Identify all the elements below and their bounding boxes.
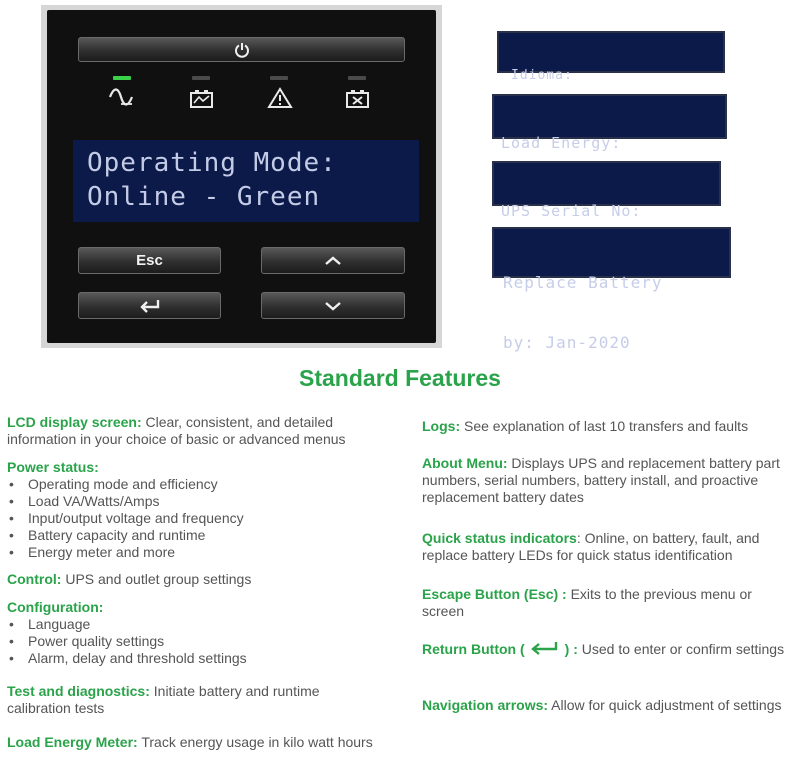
lcd-load-energy-line1: Load Energy:: [501, 134, 622, 152]
return-button[interactable]: [78, 292, 221, 319]
configuration-list: [7, 616, 392, 667]
chevron-up-icon: [324, 256, 342, 266]
online-led: [113, 76, 131, 80]
feature-power-status: [7, 459, 392, 561]
power-icon: [234, 42, 250, 58]
feature-text: Displays UPS and replacement battery part numbers, serial numbers, battery install, and proactive replacement battery dates: [422, 455, 780, 505]
warning-triangle-icon: [267, 87, 293, 109]
list-item: • Language: [7, 616, 392, 633]
feature-control: [7, 571, 392, 588]
feature-text: Used to enter or confirm settings: [577, 641, 785, 657]
feature-title: Escape Button (Esc) :: [422, 586, 567, 602]
feature-title: Power status:: [7, 459, 99, 475]
chevron-down-icon: [324, 301, 342, 311]
up-arrow-button[interactable]: [261, 247, 405, 274]
feature-title: Control:: [7, 571, 62, 587]
feature-about-menu: [422, 455, 792, 506]
return-arrow-icon: [139, 299, 161, 313]
replace-battery-led: [348, 76, 366, 80]
list-item: • Energy meter and more: [7, 544, 392, 561]
feature-text: See explanation of last 10 transfers and faults: [460, 418, 749, 434]
feature-quick-status: [422, 530, 797, 564]
return-arrow-icon: [529, 641, 561, 655]
power-status-list: [7, 476, 392, 561]
down-arrow-button[interactable]: [261, 292, 405, 319]
list-item: • Power quality settings: [7, 633, 392, 650]
list-item: • Alarm, delay and threshold settings: [7, 650, 392, 667]
section-heading: Standard Features: [299, 365, 501, 391]
feature-title: About Menu:: [422, 455, 508, 471]
feature-text: Exits to the previous menu or screen: [422, 586, 752, 619]
feature-escape-button: [422, 586, 792, 620]
panel-bezel: [47, 10, 436, 343]
main-lcd-line1: Operating Mode:: [87, 148, 337, 178]
lcd-replace-battery: [492, 227, 731, 352]
feature-test-diagnostics: [7, 683, 377, 717]
power-button[interactable]: [78, 37, 405, 62]
feature-navigation-arrows: [422, 697, 792, 714]
feature-load-energy-meter: [7, 734, 387, 751]
lcd-replace-line2: by: Jan-2020: [503, 333, 631, 352]
esc-button[interactable]: [78, 247, 221, 274]
battery-icon: [189, 89, 215, 109]
feature-lcd-display: [7, 414, 392, 448]
feature-title: Configuration:: [7, 599, 104, 615]
feature-text: : Online, on battery, fault, and replace battery LEDs for quick status identification: [422, 530, 760, 563]
feature-text: Clear, consistent, and detailed information in your choice of basic or advanced menus: [7, 414, 346, 447]
feature-title-end: ) :: [564, 641, 578, 657]
feature-title: Logs:: [422, 418, 461, 434]
feature-title: Load Energy Meter:: [7, 734, 138, 750]
ups-front-panel: [41, 5, 442, 348]
lcd-serial-line1: UPS Serial No:: [501, 202, 642, 220]
feature-title: Test and diagnostics:: [7, 683, 150, 699]
esc-button-label: Esc: [136, 252, 163, 269]
feature-return-button: [422, 641, 792, 658]
feature-text: UPS and outlet group settings: [61, 571, 252, 587]
lcd-language: [497, 31, 725, 83]
lcd-serial-number: [492, 161, 721, 220]
list-item: • Operating mode and efficiency: [7, 476, 392, 493]
feature-text: Allow for quick adjustment of settings: [548, 697, 782, 713]
sine-wave-icon: [107, 87, 139, 109]
main-lcd-display: [73, 140, 419, 222]
list-item: • Input/output voltage and frequency: [7, 510, 392, 527]
lcd-replace-line1: Replace Battery: [503, 273, 663, 292]
replace-battery-icon: [345, 89, 371, 109]
feature-configuration: [7, 599, 392, 667]
lcd-language-line1: Idioma:: [511, 68, 573, 83]
feature-title: Navigation arrows:: [422, 697, 549, 713]
feature-title: LCD display screen:: [7, 414, 142, 430]
on-battery-led: [192, 76, 210, 80]
feature-title: Quick status indicators: [422, 530, 577, 546]
main-lcd-line2: Online - Green: [87, 182, 321, 212]
lcd-load-energy: [492, 94, 727, 152]
feature-text: Initiate battery and runtime calibration tests: [7, 683, 320, 716]
feature-title: Return Button (: [422, 641, 525, 657]
list-item: • Load VA/Watts/Amps: [7, 493, 392, 510]
fault-led: [270, 76, 288, 80]
feature-logs: [422, 418, 797, 435]
feature-text: Track energy usage in kilo watt hours: [137, 734, 373, 750]
list-item: • Battery capacity and runtime: [7, 527, 392, 544]
